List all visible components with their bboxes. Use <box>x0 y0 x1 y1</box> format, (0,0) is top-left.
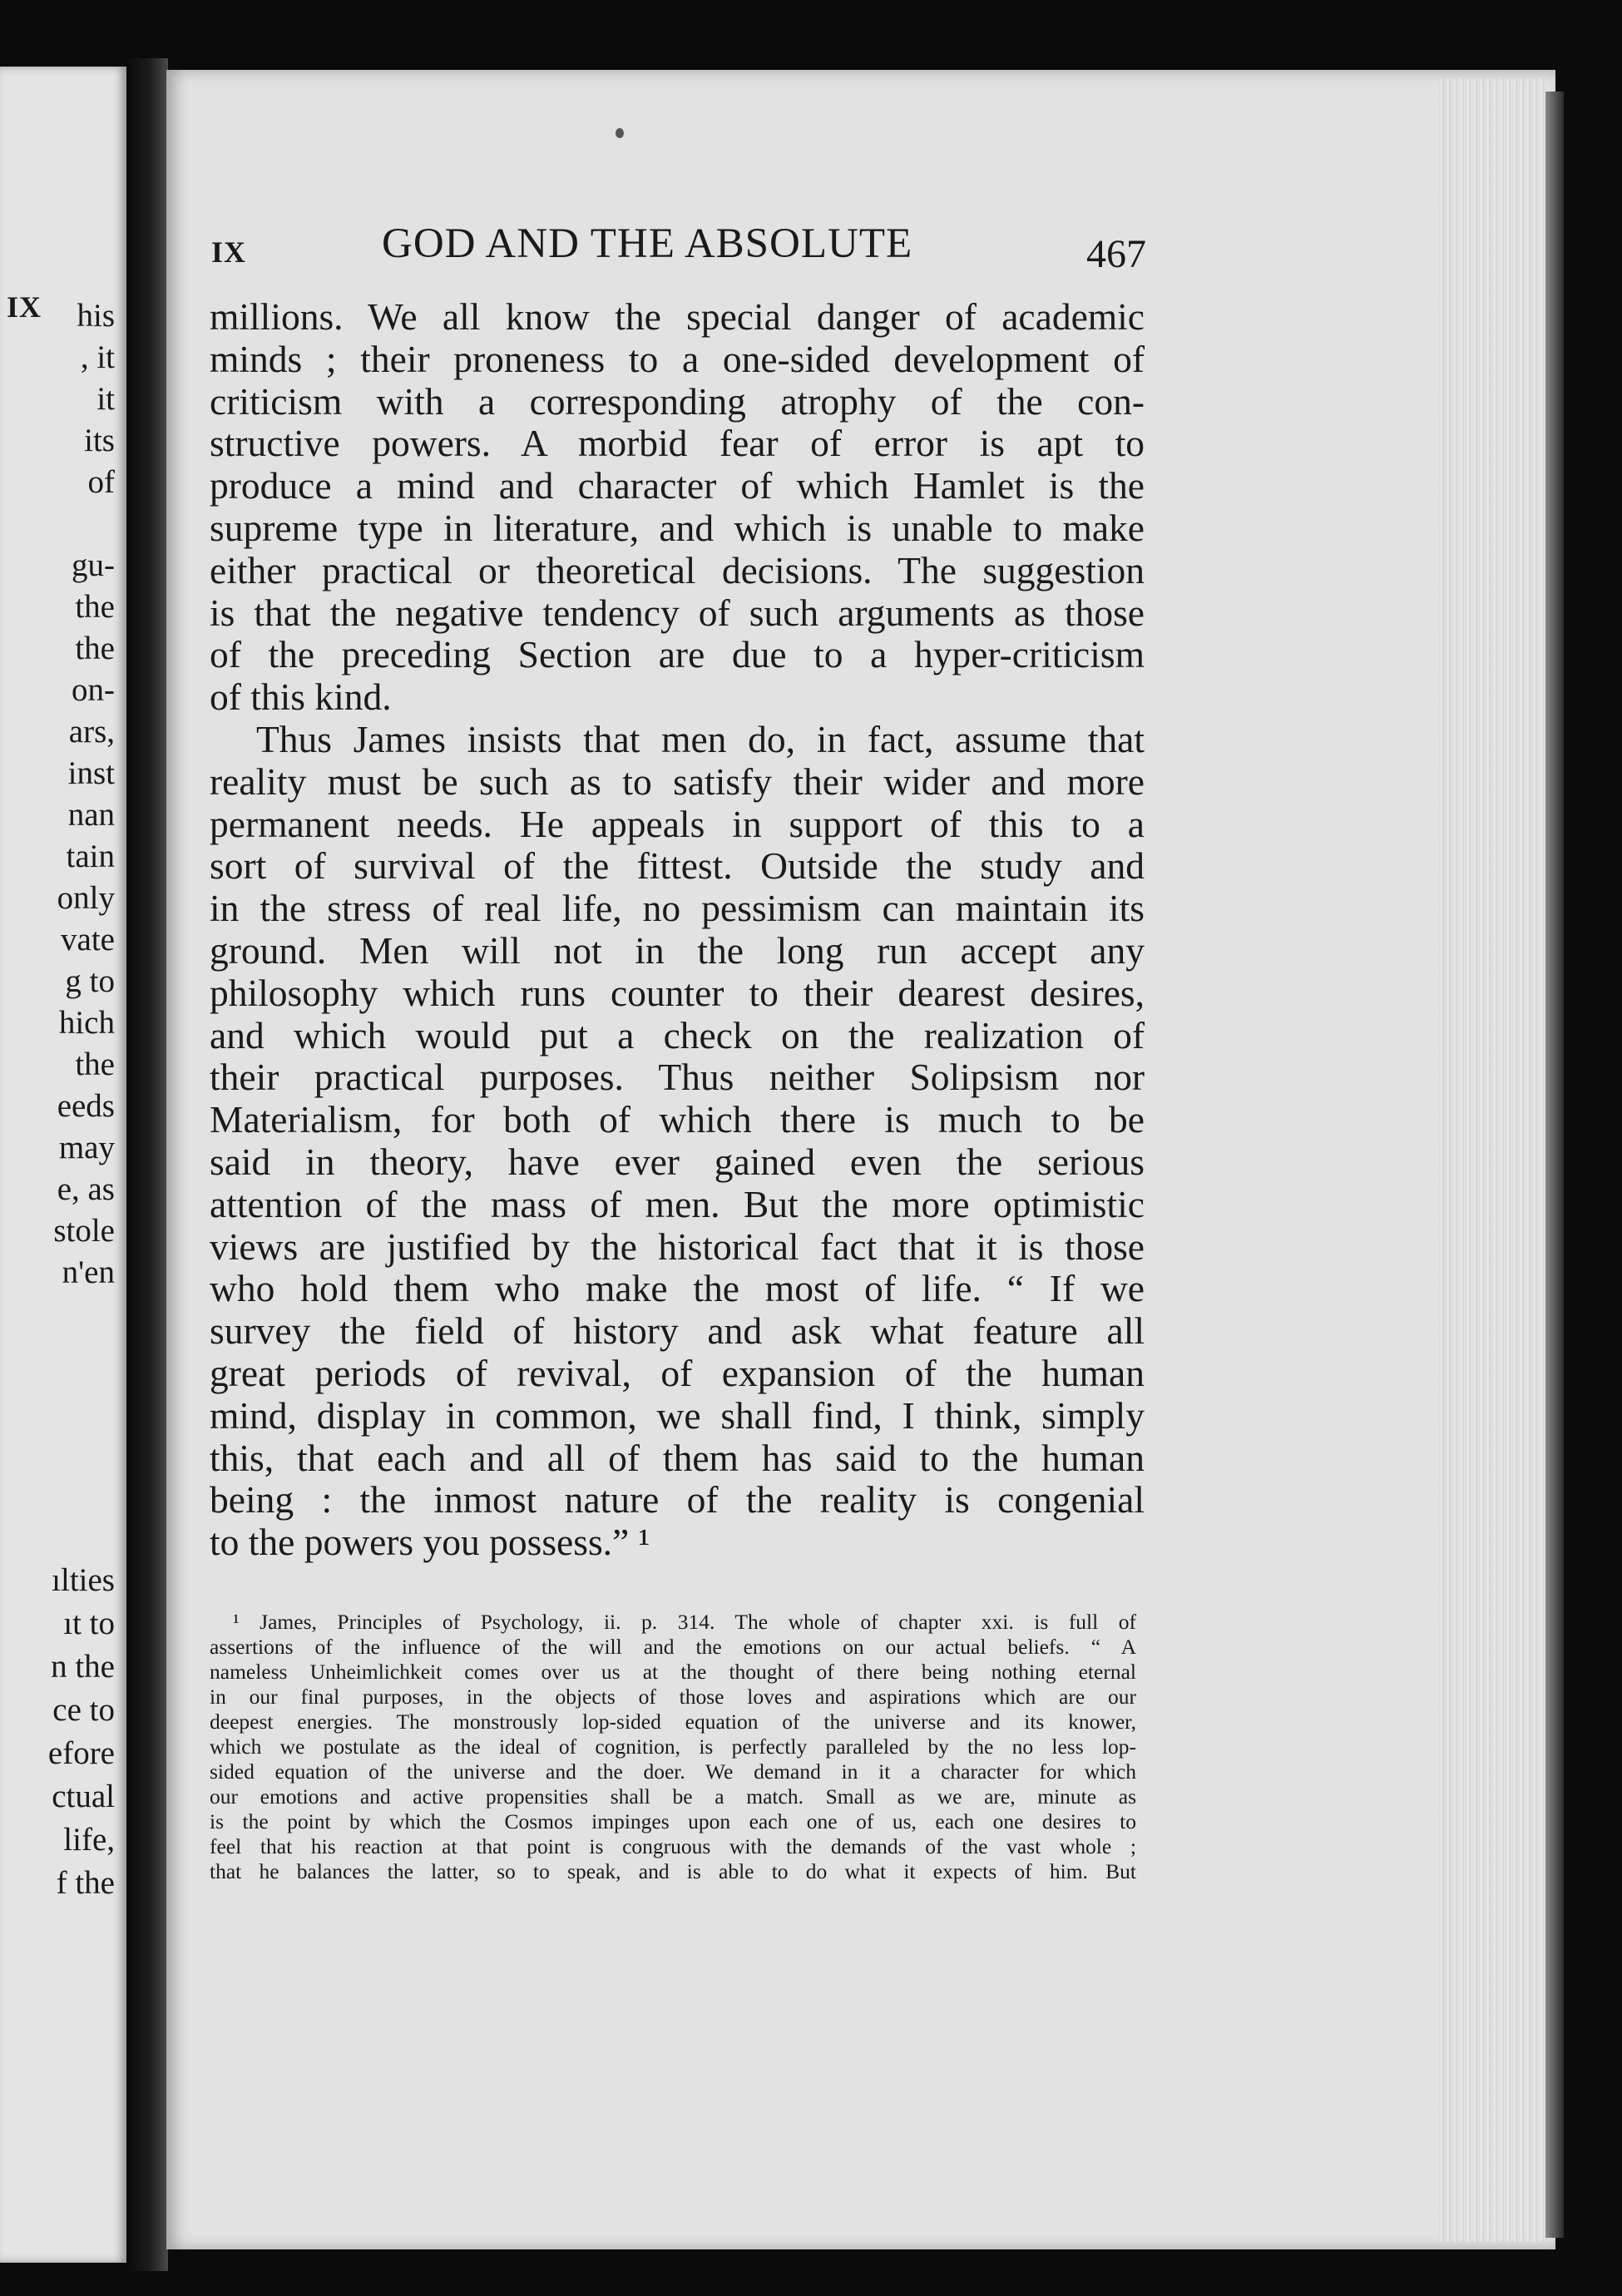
left-fragment: inst <box>67 755 115 791</box>
left-fragment: the <box>75 631 115 666</box>
footnote-line: that he balances the latter, so to speak, and is able to do what it expects of him. But <box>210 1859 1136 1883</box>
left-fragment: ılties <box>52 1562 115 1598</box>
left-fragment: its <box>84 423 115 458</box>
left-fragment: vate <box>61 922 115 957</box>
left-fragment: stole <box>53 1213 115 1249</box>
left-fragment: of <box>87 464 115 500</box>
text-line: in the stress of real life, no pessimism can maintain its <box>210 887 1145 930</box>
left-fragment: the <box>75 1047 115 1082</box>
text-line: being : the inmost nature of the reality is congenial <box>210 1478 1145 1522</box>
running-header <box>211 220 1146 278</box>
text-line: their practical purposes. Thus neither Solipsism nor <box>210 1056 1145 1099</box>
body-text <box>210 296 1145 1564</box>
left-fragment: gu- <box>72 547 115 583</box>
text-line: minds ; their proneness to a one-sided development of <box>210 337 1145 380</box>
footnote-line: sided equation of the universe and the doer. We demand in it a character for which <box>210 1759 1136 1784</box>
text-line: reality must be such as to satisfy their wider and more <box>210 760 1145 803</box>
footnote-line: ¹ James, Principles of Psychology, ii. p. 314. The whole of chapter xxi. is full of <box>233 1610 1136 1634</box>
left-fragment: ıt to <box>63 1606 115 1641</box>
footnote-line: assertions of the influence of the will and the emotions on our actual beliefs. “ A <box>210 1635 1136 1659</box>
left-fragment: ce to <box>52 1692 115 1728</box>
page-edge-shadow <box>1545 92 1564 2238</box>
left-fragment: n the <box>51 1649 115 1685</box>
text-line: sort of survival of the fittest. Outside the study and <box>210 844 1145 888</box>
footnote-line: our emotions and active propensities shall be a match. Small as we are, minute as <box>210 1784 1136 1809</box>
book-gutter <box>126 58 168 2271</box>
left-fragment: g to <box>65 963 115 999</box>
text-line: supreme type in literature, and which is unable to make <box>210 506 1145 549</box>
text-line: of this kind. <box>210 675 392 719</box>
text-line: permanent needs. He appeals in support of this to a <box>210 802 1145 845</box>
left-running-head: IX <box>7 290 42 324</box>
footnote-line: is the point by which the Cosmos impinges upon each one of us, each one desires to <box>210 1809 1136 1833</box>
text-line: criticism with a corresponding atrophy of the con- <box>210 379 1145 423</box>
footnote-line: feel that his reaction at that point is congruous with the demands of the vast whole ; <box>210 1834 1136 1858</box>
text-line: survey the field of history and ask what feature all <box>210 1309 1145 1353</box>
left-page-fragment <box>0 67 126 2263</box>
text-line: ground. Men will not in the long run accept any <box>210 928 1145 972</box>
left-fragment: nan <box>67 797 115 833</box>
text-line: mind, display in common, we shall find, I think, simply <box>210 1393 1145 1437</box>
text-line: great periods of revival, of expansion of the human <box>210 1351 1145 1394</box>
text-line: either practical or theoretical decisions. The suggestion <box>210 548 1145 591</box>
left-fragment: it <box>96 381 115 417</box>
left-fragment: may <box>58 1130 115 1165</box>
footnote-line: which we postulate as the ideal of cognition, is perfectly paralleled by the no less lop- <box>210 1734 1136 1759</box>
ink-speck <box>616 128 624 138</box>
text-line: views are justified by the historical fact that it is those <box>210 1225 1145 1268</box>
page-edges <box>1439 79 1547 2242</box>
text-line: is that the negative tendency of such arguments as those <box>210 591 1145 634</box>
footnote-line: deepest energies. The monstrously lop-sided equation of the universe and its knower, <box>210 1710 1136 1734</box>
left-fragment: f the <box>56 1865 115 1901</box>
left-fragment: tain <box>66 839 115 874</box>
left-fragment: eeds <box>57 1088 115 1124</box>
paragraph-start-line: Thus James insists that men do, in fact, assume that <box>256 717 1145 760</box>
left-fragment: hich <box>58 1005 115 1041</box>
left-fragment: efore <box>47 1735 115 1771</box>
left-fragment: his <box>77 298 115 334</box>
page-number: 467 <box>1086 232 1146 276</box>
section-number: IX <box>211 235 247 269</box>
text-line: attention of the mass of men. But the more optimistic <box>210 1182 1145 1225</box>
text-line: said in theory, have ever gained even the serious <box>210 1140 1145 1183</box>
footnote-line: nameless Unheimlichkeit comes over us at the thought of there being nothing eternal <box>210 1660 1136 1684</box>
left-fragment: the <box>75 589 115 625</box>
text-line: this, that each and all of them has said to the human <box>210 1436 1145 1479</box>
footnote <box>210 1610 1136 1884</box>
left-fragment: e, as <box>57 1171 115 1207</box>
text-line: of the preceding Section are due to a hyper-criticism <box>210 633 1145 676</box>
text-line: Materialism, for both of which there is much to be <box>210 1098 1145 1141</box>
text-line: to the powers you possess.” ¹ <box>210 1521 650 1564</box>
text-line: philosophy which runs counter to their dearest desires, <box>210 971 1145 1014</box>
text-line: who hold them who make the most of life. “ If we <box>210 1267 1145 1310</box>
left-fragment: n'en <box>62 1254 115 1290</box>
text-line: millions. We all know the special danger of academic <box>210 295 1145 338</box>
left-fragment: ctual <box>52 1779 115 1814</box>
footnote-line: in our final purposes, in the objects of those loves and aspirations which are our <box>210 1685 1136 1709</box>
left-fragment: , it <box>80 339 115 375</box>
left-fragment: life, <box>63 1822 115 1858</box>
left-fragment: ars, <box>68 714 115 750</box>
left-fragment: only <box>57 880 115 916</box>
running-title: GOD AND THE ABSOLUTE <box>382 220 913 267</box>
text-line: and which would put a check on the realization of <box>210 1013 1145 1056</box>
left-fragment: on- <box>72 672 115 708</box>
text-line: produce a mind and character of which Hamlet is the <box>210 464 1145 507</box>
text-line: structive powers. A morbid fear of error is apt to <box>210 422 1145 465</box>
